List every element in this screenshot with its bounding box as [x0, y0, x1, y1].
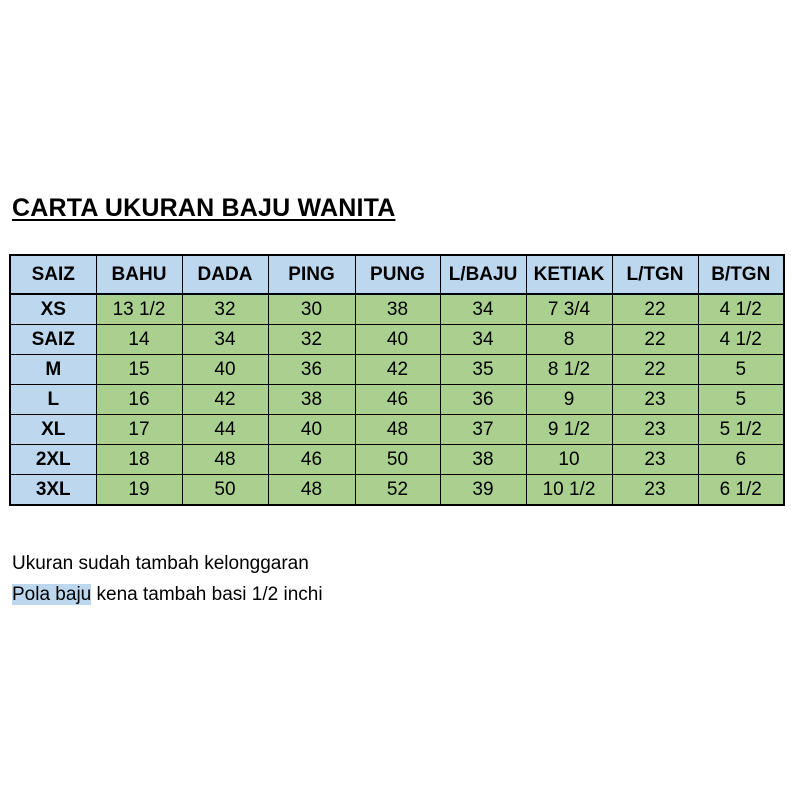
cell-dada: 42 [182, 385, 268, 415]
cell-ketiak: 7 3/4 [526, 294, 612, 325]
cell-pung: 48 [355, 415, 440, 445]
cell-l-tgn: 22 [612, 355, 698, 385]
cell-pung: 40 [355, 325, 440, 355]
size-label-cell: M [10, 355, 96, 385]
cell-dada: 48 [182, 445, 268, 475]
cell-bahu: 14 [96, 325, 182, 355]
cell-ping: 36 [268, 355, 355, 385]
cell-pung: 42 [355, 355, 440, 385]
cell-b-tgn: 5 1/2 [698, 415, 784, 445]
cell-ketiak: 10 [526, 445, 612, 475]
note-pattern-highlight: Pola baju [12, 584, 92, 605]
cell-b-tgn: 4 1/2 [698, 294, 784, 325]
cell-l-tgn: 23 [612, 475, 698, 506]
column-header-bahu: BAHU [96, 255, 182, 294]
column-header-ping: PING [268, 255, 355, 294]
column-header-l-tgn: L/TGN [612, 255, 698, 294]
table-row [10, 355, 784, 385]
size-chart-table [9, 254, 785, 506]
table-row [10, 294, 784, 325]
size-label-cell: XL [10, 415, 96, 445]
cell-ping: 32 [268, 325, 355, 355]
cell-dada: 40 [182, 355, 268, 385]
cell-ping: 40 [268, 415, 355, 445]
notes [12, 548, 323, 610]
cell-b-tgn: 5 [698, 385, 784, 415]
cell-b-tgn: 6 [698, 445, 784, 475]
cell-l-tgn: 23 [612, 385, 698, 415]
cell-ketiak: 9 [526, 385, 612, 415]
cell-b-tgn: 5 [698, 355, 784, 385]
cell-l-baju: 37 [440, 415, 526, 445]
table-header-row [10, 255, 784, 294]
cell-bahu: 15 [96, 355, 182, 385]
column-header-l-baju: L/BAJU [440, 255, 526, 294]
cell-ketiak: 10 1/2 [526, 475, 612, 506]
column-header-dada: DADA [182, 255, 268, 294]
size-label-cell: L [10, 385, 96, 415]
cell-l-baju: 34 [440, 294, 526, 325]
size-label-cell: 3XL [10, 475, 96, 506]
cell-bahu: 16 [96, 385, 182, 415]
cell-bahu: 18 [96, 445, 182, 475]
cell-ketiak: 9 1/2 [526, 415, 612, 445]
cell-l-baju: 34 [440, 325, 526, 355]
cell-b-tgn: 6 1/2 [698, 475, 784, 506]
size-label-cell: SAIZ [10, 325, 96, 355]
table-row [10, 415, 784, 445]
cell-dada: 32 [182, 294, 268, 325]
cell-bahu: 13 1/2 [96, 294, 182, 325]
cell-b-tgn: 4 1/2 [698, 325, 784, 355]
cell-ketiak: 8 [526, 325, 612, 355]
cell-l-tgn: 23 [612, 415, 698, 445]
size-label-cell: 2XL [10, 445, 96, 475]
table-row [10, 445, 784, 475]
cell-ping: 38 [268, 385, 355, 415]
note-pattern [12, 579, 323, 610]
cell-dada: 44 [182, 415, 268, 445]
cell-ping: 46 [268, 445, 355, 475]
cell-l-baju: 38 [440, 445, 526, 475]
cell-bahu: 19 [96, 475, 182, 506]
column-header-saiz: SAIZ [10, 255, 96, 294]
note-pattern-rest: kena tambah basi 1/2 inchi [91, 584, 323, 605]
cell-pung: 50 [355, 445, 440, 475]
cell-pung: 46 [355, 385, 440, 415]
cell-bahu: 17 [96, 415, 182, 445]
cell-pung: 52 [355, 475, 440, 506]
cell-l-baju: 35 [440, 355, 526, 385]
cell-dada: 50 [182, 475, 268, 506]
cell-l-tgn: 22 [612, 325, 698, 355]
cell-ketiak: 8 1/2 [526, 355, 612, 385]
table-row [10, 385, 784, 415]
cell-l-baju: 36 [440, 385, 526, 415]
page-title: CARTA UKURAN BAJU WANITA [12, 194, 396, 222]
table-row [10, 475, 784, 506]
table-body [10, 294, 784, 505]
size-label-cell: XS [10, 294, 96, 325]
column-header-ketiak: KETIAK [526, 255, 612, 294]
cell-pung: 38 [355, 294, 440, 325]
column-header-pung: PUNG [355, 255, 440, 294]
cell-l-tgn: 22 [612, 294, 698, 325]
table-row [10, 325, 784, 355]
cell-l-baju: 39 [440, 475, 526, 506]
column-header-b-tgn: B/TGN [698, 255, 784, 294]
note-loosening: Ukuran sudah tambah kelonggaran [12, 553, 309, 574]
cell-l-tgn: 23 [612, 445, 698, 475]
cell-ping: 48 [268, 475, 355, 506]
cell-dada: 34 [182, 325, 268, 355]
cell-ping: 30 [268, 294, 355, 325]
